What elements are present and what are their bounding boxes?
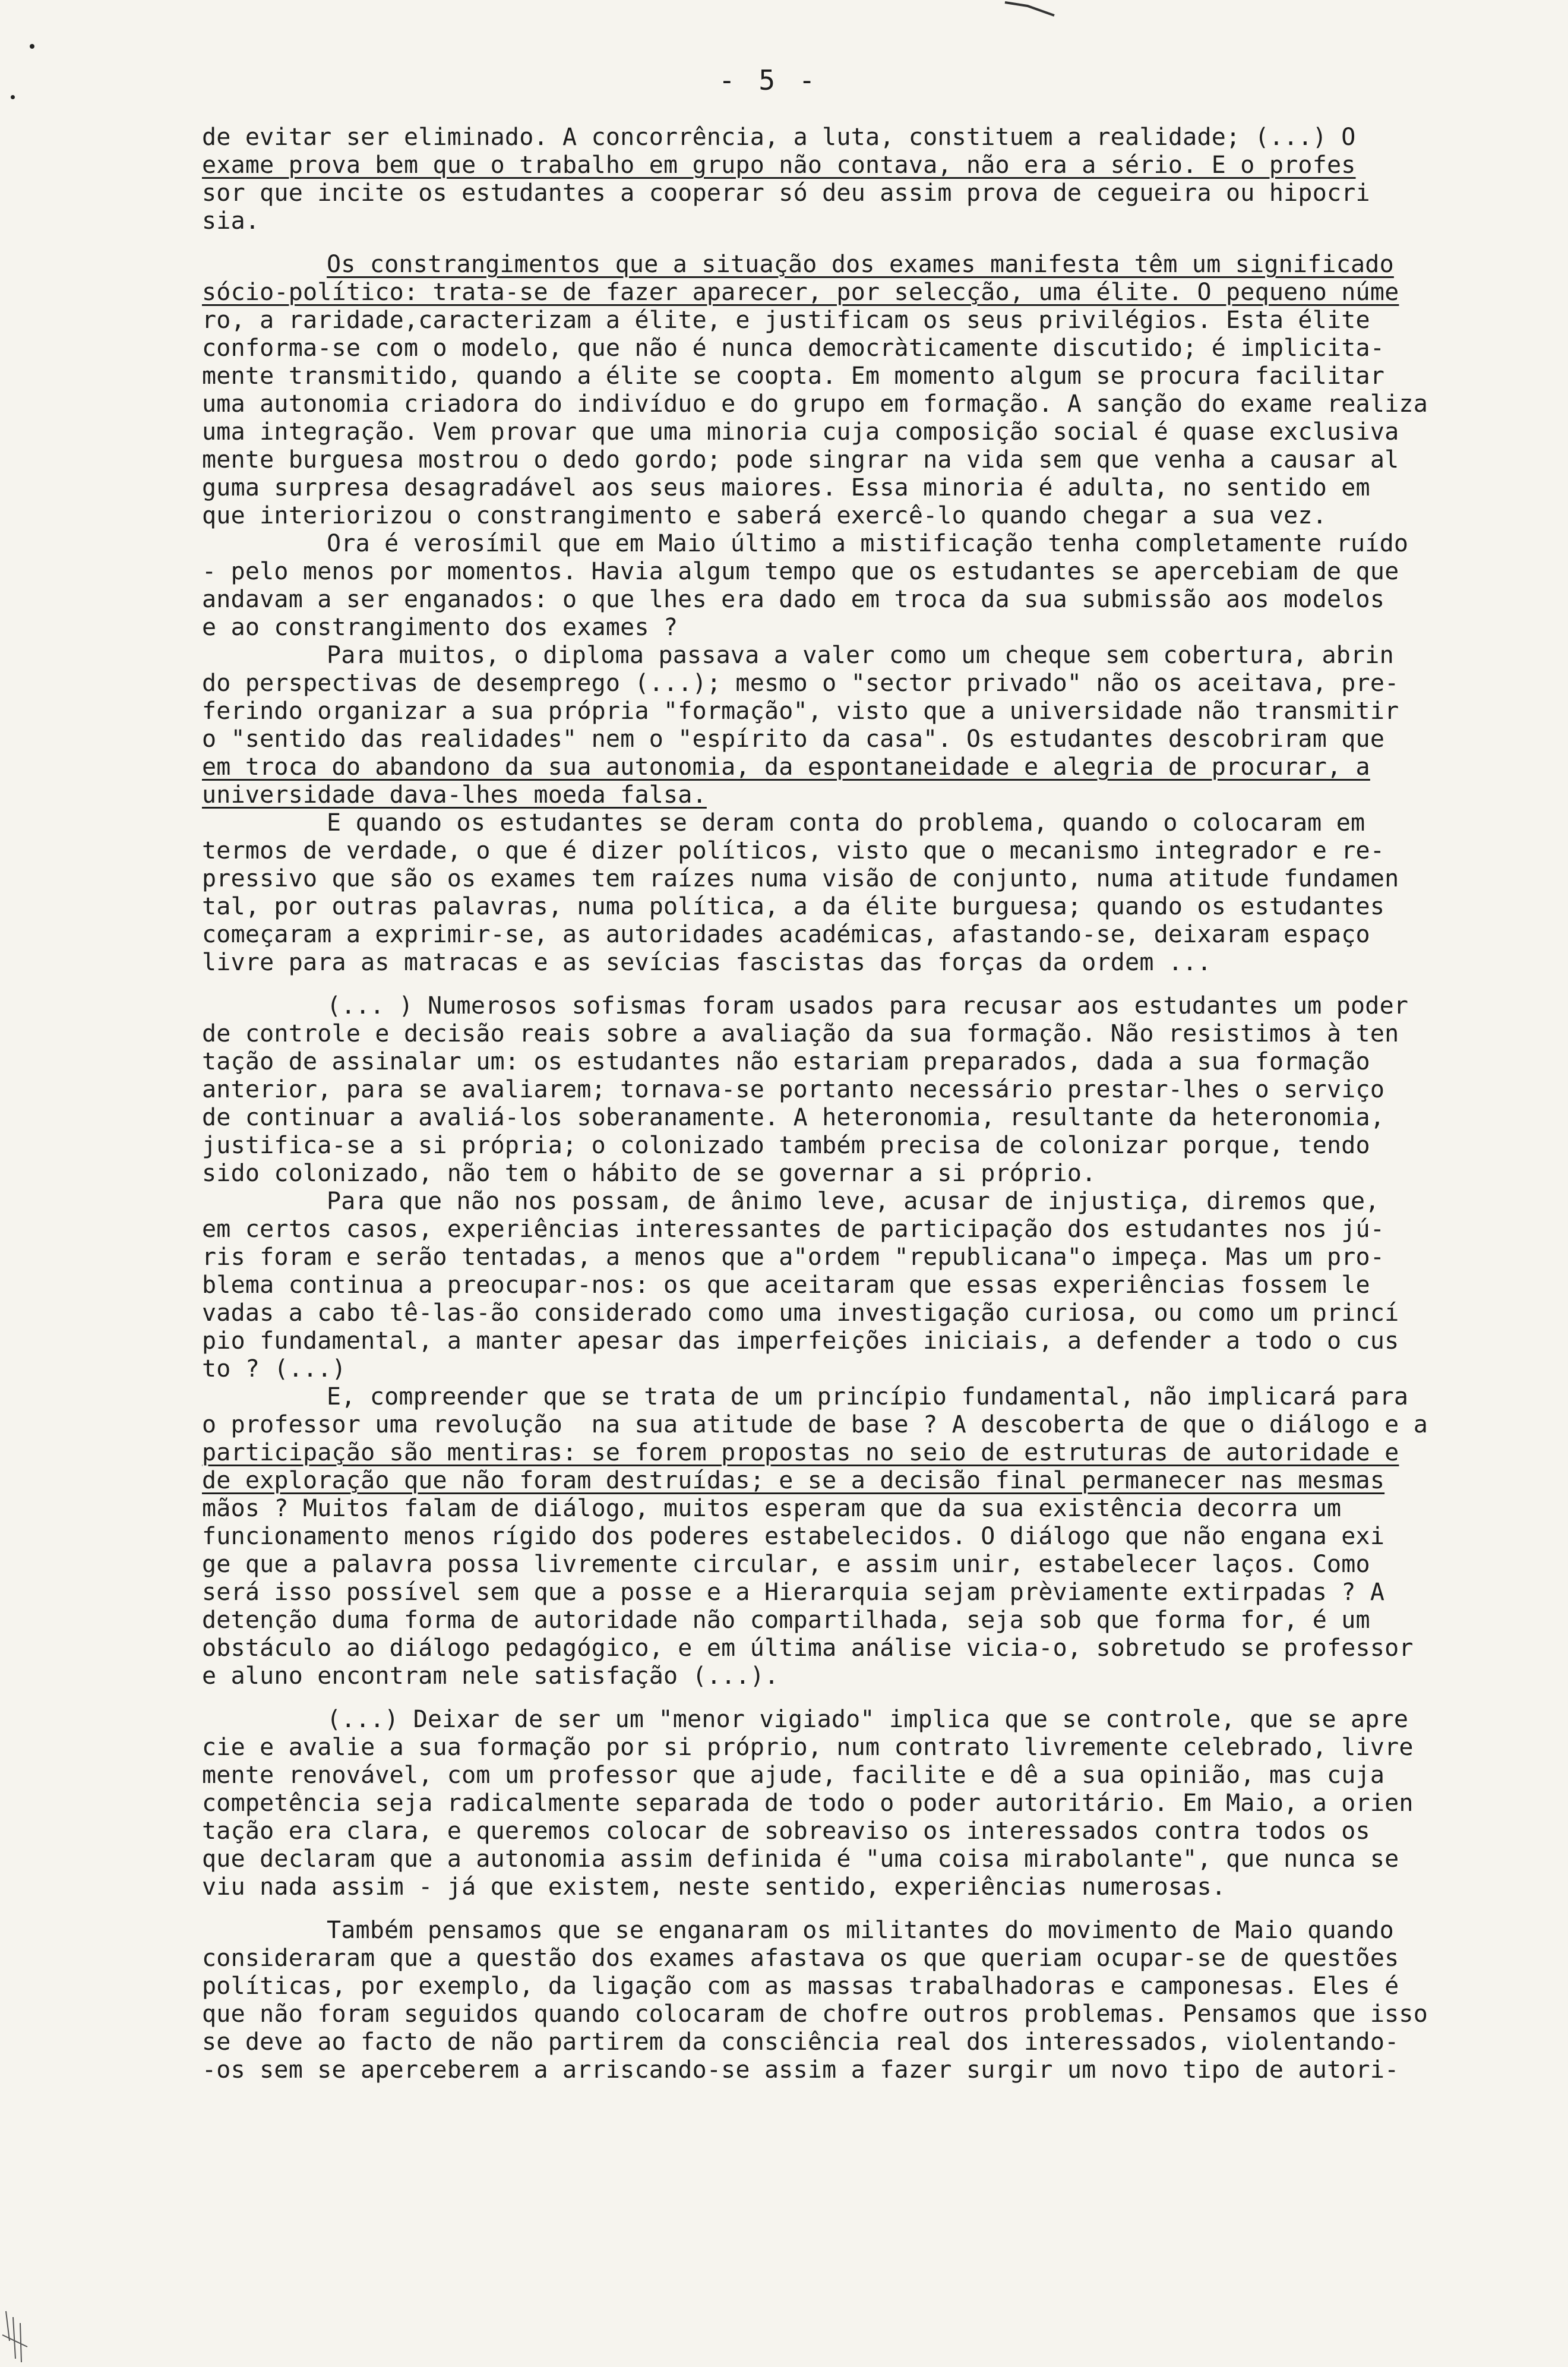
text-line: universidade dava-lhes moeda falsa.: [202, 781, 707, 809]
text-line: do perspectivas de desemprego (...); mesmo o "sector privado" não os aceitava, pre-: [202, 670, 1399, 697]
text-line: pio fundamental, a manter apesar das imperfeições iniciais, a defender a todo o cus: [202, 1327, 1399, 1355]
text-line: Ora é verosímil que em Maio último a mistificação tenha completamente ruído: [327, 530, 1409, 557]
text-line: competência seja radicalmente separada de todo o poder autoritário. Em Maio, a orien: [202, 1790, 1414, 1817]
text-line: de exploração que não foram destruídas; e se a decisão final permanecer nas mesmas: [202, 1467, 1385, 1494]
text-line: será isso possível sem que a posse e a Hierarquia sejam prèviamente extirpadas ? A: [202, 1579, 1385, 1606]
text-line: ro, a raridade,caracterizam a élite, e justificam os seus privilégios. Esta élite: [202, 307, 1370, 334]
text-line: vadas a cabo tê-las-ão considerado como uma investigação curiosa, ou como um princí: [202, 1299, 1399, 1327]
text-line: livre para as matracas e as sevícias fascistas das forças da ordem ...: [202, 949, 1212, 976]
text-line: que declaram que a autonomia assim definida é "uma coisa mirabolante", que nunca se: [202, 1845, 1399, 1873]
paragraph-gap: [202, 1901, 1455, 1917]
text-line: sor que incite os estudantes a cooperar só deu assim prova de cegueira ou hipocri: [202, 179, 1370, 207]
text-line: sido colonizado, não tem o hábito de se governar a si próprio.: [202, 1160, 1096, 1187]
text-line: viu nada assim - já que existem, neste sentido, experiências numerosas.: [202, 1873, 1226, 1901]
text-line: o professor uma revolução na sua atitude de base ? A descoberta de que o diálogo e a: [202, 1411, 1428, 1438]
text-line: blema continua a preocupar-nos: os que aceitaram que essas experiências fossem le: [202, 1271, 1370, 1299]
text-line: de continuar a avaliá-los soberanamente. A heteronomia, resultante da heteronomia,: [202, 1104, 1385, 1131]
text-line: uma autonomia criadora do indivíduo e do grupo em formação. A sanção do exame realiza: [202, 390, 1428, 418]
text-line: tação era clara, e queremos colocar de sobreaviso os interessados contra todos os: [202, 1817, 1370, 1845]
paragraph-gap: [202, 977, 1455, 992]
text-line: pressivo que são os exames tem raízes numa visão de conjunto, numa atitude fundamen: [202, 865, 1399, 892]
text-line: uma integração. Vem provar que uma minoria cuja composição social é quase exclusiva: [202, 418, 1399, 446]
text-line: sócio-político: trata-se de fazer aparecer, por selecção, uma élite. O pequeno núme: [202, 279, 1399, 306]
text-line: E, compreender que se trata de um princípio fundamental, não implicará para: [327, 1383, 1409, 1410]
text-line: tal, por outras palavras, numa política, a da élite burguesa; quando os estudantes: [202, 893, 1385, 920]
text-line: obstáculo ao diálogo pedagógico, e em última análise vicia-o, sobretudo se professor: [202, 1634, 1414, 1662]
paragraph-gap: [202, 235, 1455, 251]
text-line: se deve ao facto de não partirem da consciência real dos interessados, violentando-: [202, 2028, 1399, 2056]
text-line: participação são mentiras: se forem propostas no seio de estruturas de autoridade e: [202, 1439, 1399, 1466]
text-line: (... ) Numerosos sofismas foram usados para recusar aos estudantes um poder: [327, 992, 1409, 1020]
text-line: mente burguesa mostrou o dedo gordo; pode singrar na vida sem que venha a causar al: [202, 446, 1399, 474]
text-line: Os constrangimentos que a situação dos exames manifesta têm um significado: [327, 251, 1394, 278]
text-line: que interiorizou o constrangimento e saberá exercê-lo quando chegar a sua vez.: [202, 502, 1327, 529]
text-line: tação de assinalar um: os estudantes não estariam preparados, dada a sua formação: [202, 1048, 1370, 1075]
text-line: de controle e decisão reais sobre a avaliação da sua formação. Não resistimos à ten: [202, 1020, 1399, 1047]
text-line: -os sem se aperceberem a arriscando-se assim a fazer surgir um novo tipo de autori-: [202, 2056, 1399, 2084]
text-line: (...) Deixar de ser um "menor vigiado" implica que se controle, que se apre: [327, 1706, 1409, 1733]
text-line: em certos casos, experiências interessantes de participação dos estudantes nos jú-: [202, 1216, 1385, 1243]
text-line: consideraram que a questão dos exames afastava os que queriam ocupar-se de questões: [202, 1945, 1399, 1972]
text-line: mente renovável, com um professor que ajude, facilite e dê a sua opinião, mas cuja: [202, 1762, 1385, 1789]
paragraph-gap: [202, 1690, 1455, 1706]
scan-mark-icon: [1004, 0, 1057, 17]
text-line: mãos ? Muitos falam de diálogo, muitos esperam que da sua existência decorra um: [202, 1495, 1342, 1522]
text-line: Também pensamos que se enganaram os militantes do movimento de Maio quando: [327, 1917, 1394, 1944]
text-line: detenção duma forma de autoridade não compartilhada, seja sob que forma for, é um: [202, 1607, 1370, 1634]
text-line: conforma-se com o modelo, que não é nunca democràticamente discutido; é implicita-: [202, 334, 1385, 362]
text-line: andavam a ser enganados: o que lhes era dado em troca da sua submissão aos modelos: [202, 586, 1385, 613]
text-line: exame prova bem que o trabalho em grupo não contava, não era a sério. E o profes: [202, 152, 1356, 179]
text-line: funcionamento menos rígido dos poderes estabelecidos. O diálogo que não engana exi: [202, 1523, 1385, 1550]
text-line: anterior, para se avaliarem; tornava-se portanto necessário prestar-lhes o serviço: [202, 1076, 1385, 1103]
typewritten-text: [202, 124, 1455, 2084]
text-line: to ? (...): [202, 1355, 346, 1383]
scan-noise-icon: [0, 2305, 48, 2367]
text-line: em troca do abandono da sua autonomia, da espontaneidade e alegria de procurar, a: [202, 753, 1370, 781]
text-line: ge que a palavra possa livremente circular, e assim unir, estabelecer laços. Como: [202, 1551, 1370, 1578]
text-line: sia.: [202, 207, 260, 235]
text-line: que não foram seguidos quando colocaram de chofre outros problemas. Pensamos que isso: [202, 2000, 1428, 2028]
text-line: o "sentido das realidades" nem o "espírito da casa". Os estudantes descobriram que: [202, 725, 1385, 753]
text-line: - pelo menos por momentos. Havia algum tempo que os estudantes se apercebiam de que: [202, 558, 1399, 585]
text-line: E quando os estudantes se deram conta do problema, quando o colocaram em: [327, 809, 1365, 837]
text-line: começaram a exprimir-se, as autoridades académicas, afastando-se, deixaram espaço: [202, 921, 1370, 948]
scan-dot: [11, 95, 15, 99]
text-line: Para que não nos possam, de ânimo leve, acusar de injustiça, diremos que,: [327, 1188, 1380, 1215]
text-line: e aluno encontram nele satisfação (...).: [202, 1662, 779, 1690]
text-line: cie e avalie a sua formação por si próprio, num contrato livremente celebrado, livre: [202, 1734, 1414, 1761]
text-line: de evitar ser eliminado. A concorrência, a luta, constituem a realidade; (...) O: [202, 124, 1356, 151]
text-line: ris foram e serão tentadas, a menos que a"ordem "republicana"o impeça. Mas um pro-: [202, 1244, 1385, 1271]
page-number: - 5 -: [719, 64, 819, 96]
text-line: e ao constrangimento dos exames ?: [202, 614, 678, 641]
text-line: ferindo organizar a sua própria "formação", visto que a universidade não transmitir: [202, 698, 1399, 725]
text-line: políticas, por exemplo, da ligação com as massas trabalhadoras e camponesas. Eles é: [202, 1972, 1399, 2000]
text-line: termos de verdade, o que é dizer políticos, visto que o mecanismo integrador e re-: [202, 837, 1385, 864]
text-line: Para muitos, o diploma passava a valer como um cheque sem cobertura, abrin: [327, 642, 1394, 669]
text-line: mente transmitido, quando a élite se coopta. Em momento algum se procura facilitar: [202, 362, 1385, 390]
text-line: justifica-se a si própria; o colonizado também precisa de colonizar porque, tendo: [202, 1132, 1370, 1159]
text-line: guma surpresa desagradável aos seus maiores. Essa minoria é adulta, no sentido em: [202, 474, 1370, 501]
scan-dot: [30, 44, 34, 49]
